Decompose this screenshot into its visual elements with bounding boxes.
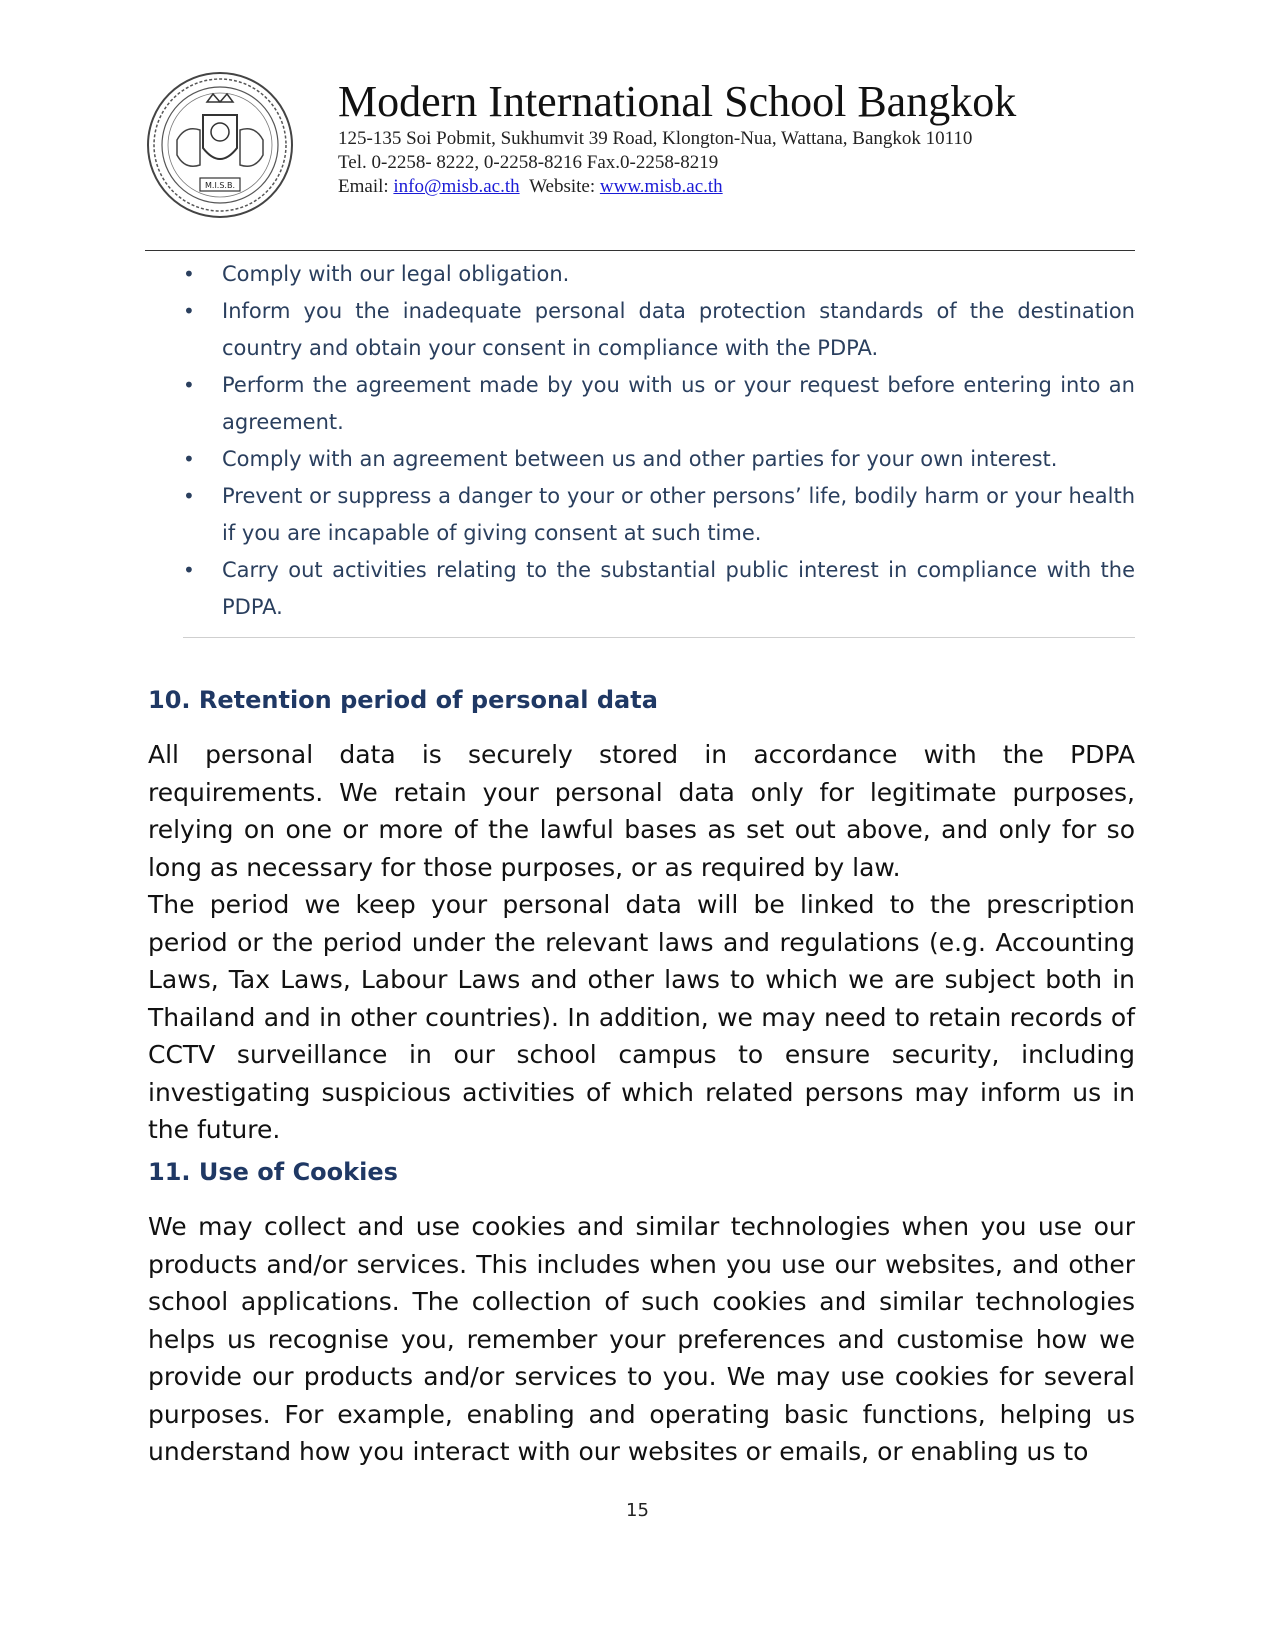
website-label: Website: xyxy=(529,176,596,197)
page-number: 15 xyxy=(626,1500,649,1521)
section-10-heading: 10. Retention period of personal data xyxy=(148,686,658,714)
letterhead xyxy=(145,70,1135,230)
list-item: • Inform you the inadequate personal data protection standards of the destination country and obtain your consent in compliance with the PDPA. xyxy=(183,293,1135,367)
list-item: • Comply with our legal obligation. xyxy=(183,256,1135,293)
school-phone: Tel. 0-2258- 8222, 0-2258-8216 Fax.0-2258-8219 xyxy=(338,152,719,173)
section-11-heading: 11. Use of Cookies xyxy=(148,1158,398,1186)
section-11-paragraph-1: We may collect and use cookies and similar technologies when you use our products and/or services. This includes when you use our websites, and other school applications. The collection of such cookies and similar technologies helps us recognise you, remember your preferences and customise how we provide our products and/or services to you. We may use cookies for several purposes. For example, enabling and operating basic functions, helping us understand how you interact with our websites or emails, or enabling us to xyxy=(148,1212,1135,1466)
school-name: Modern International School Bangkok xyxy=(338,77,1017,126)
school-contact xyxy=(338,176,723,198)
school-address: 125-135 Soi Pobmit, Sukhumvit 39 Road, Klongton-Nua, Wattana, Bangkok 10110 xyxy=(338,128,973,149)
section-10-paragraph-2: The period we keep your personal data will be linked to the prescription period or the period under the relevant laws and regulations (e.g. Accounting Laws, Tax Laws, Labour Laws and other laws to which we are subject both in Thailand and in other countries). In addition, we may need to retain records of CCTV surveillance in our school campus to ensure security, including investigating suspicious activities of which related persons may inform us in the future. xyxy=(148,890,1135,1144)
list-item: • Comply with an agreement between us and other parties for your own interest. xyxy=(183,441,1135,478)
list-item: • Prevent or suppress a danger to your or other persons’ life, bodily harm or your health if you are incapable of giving consent at such time. xyxy=(183,478,1135,552)
email-label: Email: xyxy=(338,176,389,197)
list-divider xyxy=(183,637,1135,638)
school-seal-logo xyxy=(145,70,295,220)
website-link[interactable]: www.misb.ac.th xyxy=(599,176,723,197)
section-10-paragraph-1: All personal data is securely stored in accordance with the PDPA requirements. We retain your personal data only for legitimate purposes, relying on one or more of the lawful bases as set out above, and only for so long as necessary for those purposes, or as required by law. xyxy=(148,740,1135,882)
header-divider xyxy=(145,250,1135,251)
email-link[interactable]: info@misb.ac.th xyxy=(393,176,520,197)
list-item: • Perform the agreement made by you with us or your request before entering into an agreement. xyxy=(183,367,1135,441)
list-item: • Carry out activities relating to the substantial public interest in compliance with the PDPA. xyxy=(183,552,1135,626)
lawful-basis-list xyxy=(183,256,1135,626)
seal-lettering: M.I.S.B. xyxy=(205,181,235,190)
